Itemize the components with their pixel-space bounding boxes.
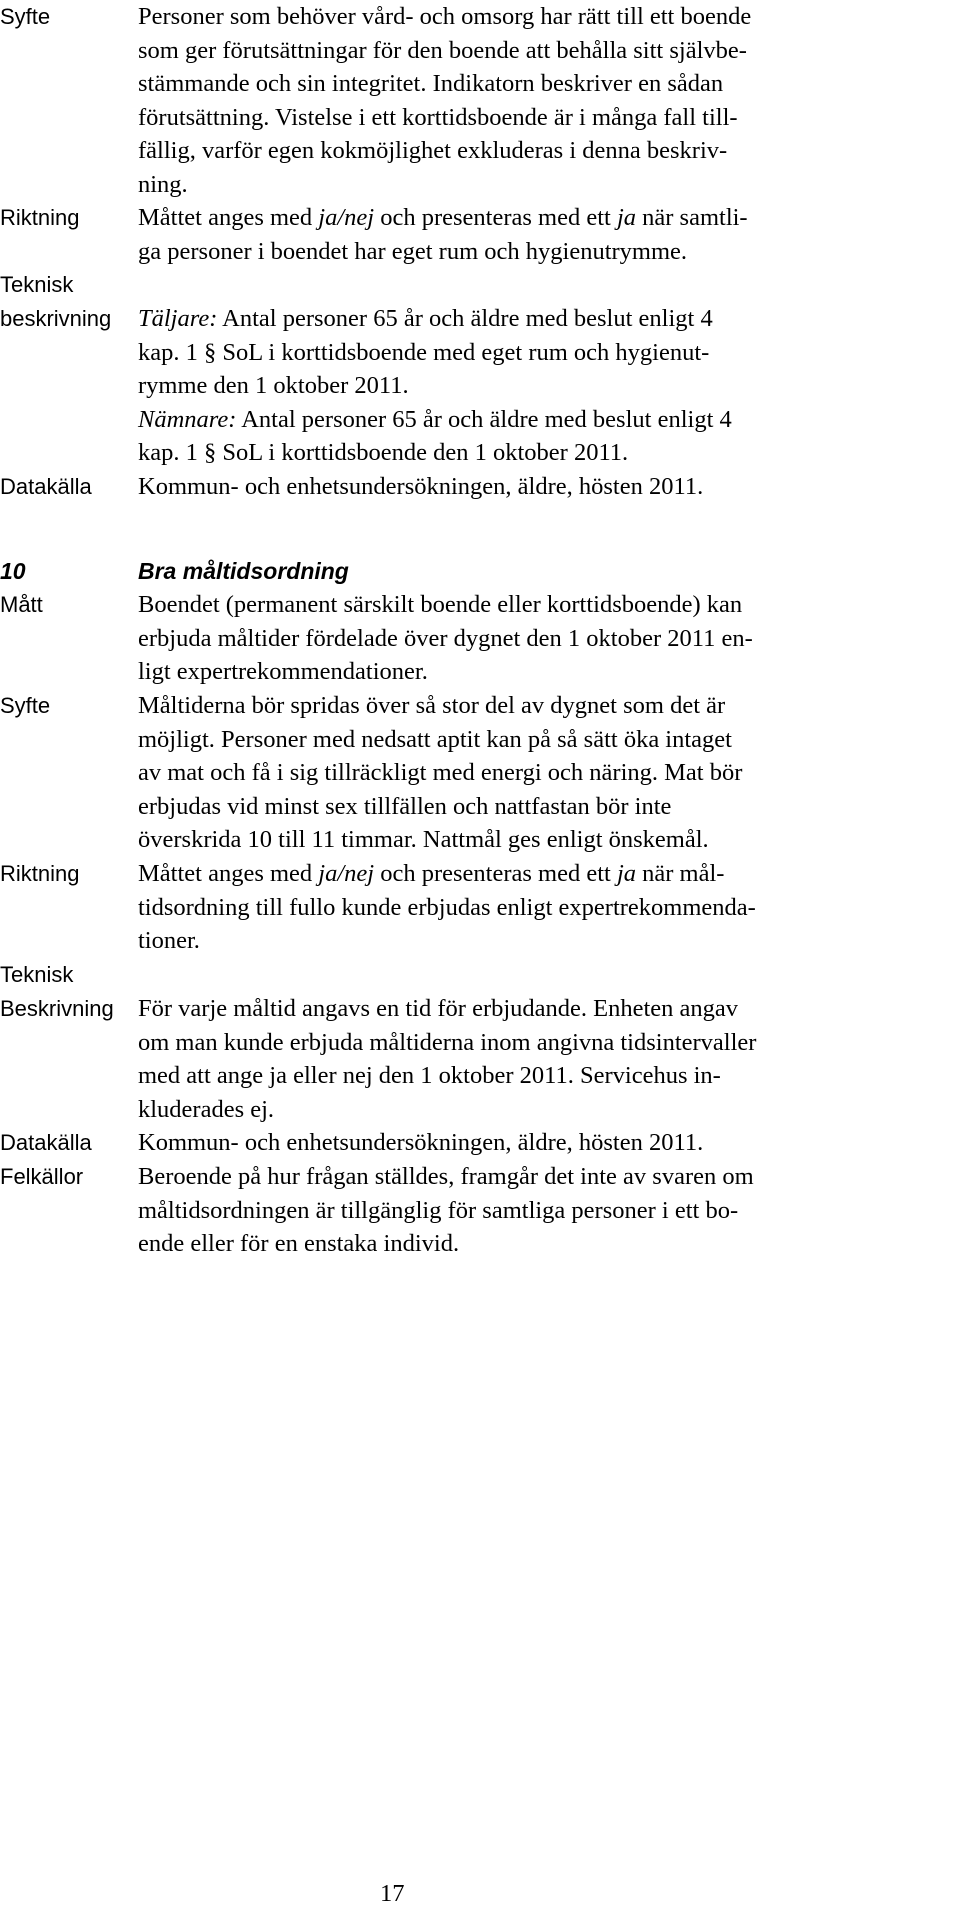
beskrivning-label: Beskrivning bbox=[0, 996, 114, 1021]
text-line: Beroende på hur frågan ställdes, framgår det inte av svaren om bbox=[138, 1163, 754, 1190]
riktning-text bbox=[138, 201, 748, 268]
text-line: stämmande och sin integritet. Indikatorn beskriver en sådan bbox=[138, 70, 724, 97]
teknisk-text bbox=[138, 992, 756, 1126]
emphasis: ja/nej bbox=[318, 860, 375, 887]
text-line: Måttet anges med ja/nej och presenteras med ett ja när mål- bbox=[138, 860, 725, 887]
taljare-label: Täljare: bbox=[138, 305, 218, 332]
text-line: erbjudas vid minst sex tillfällen och nattfastan bör inte bbox=[138, 792, 672, 820]
syfte-text bbox=[138, 689, 742, 857]
text-line: ga personer i boendet har eget rum och hygienutrymme. bbox=[138, 237, 688, 265]
matt-text bbox=[138, 588, 753, 689]
text-line: kluderades ej. bbox=[138, 1095, 275, 1123]
riktning-label: Riktning bbox=[0, 861, 80, 886]
text-line: fällig, varför egen kokmöjlighet exkluderas i denna beskriv- bbox=[138, 137, 728, 164]
text-line: ning. bbox=[138, 170, 188, 198]
teknisk-text bbox=[138, 302, 732, 470]
emphasis: ja bbox=[616, 204, 637, 231]
text-line: möjligt. Personer med nedsatt aptit kan på så sätt öka intaget bbox=[138, 725, 732, 753]
text-line: tioner. bbox=[138, 927, 200, 954]
section-number: 10 bbox=[0, 558, 26, 584]
text-line: ende eller för en enstaka individ. bbox=[138, 1230, 460, 1257]
text-line: om man kunde erbjuda måltiderna inom angivna tidsintervaller bbox=[138, 1028, 757, 1056]
teknisk-label: Teknisk bbox=[0, 272, 74, 297]
text-line: kap. 1 § SoL i korttidsboende med eget rum och hygienut- bbox=[138, 338, 710, 366]
text-line: Kommun- och enhetsundersökningen, äldre, hösten 2011. bbox=[138, 473, 704, 500]
emphasis: ja bbox=[616, 860, 637, 887]
datakalla-text bbox=[138, 1126, 703, 1160]
emphasis: ja/nej bbox=[318, 204, 375, 231]
datakalla-text bbox=[138, 470, 703, 504]
text-line: Måltiderna bör spridas över så stor del av dygnet som det är bbox=[138, 692, 726, 719]
syfte-label: Syfte bbox=[0, 4, 51, 29]
page-number: 17 bbox=[380, 1880, 405, 1907]
text-line: Kommun- och enhetsundersökningen, äldre, hösten 2011. bbox=[138, 1129, 704, 1156]
teknisk-label: Teknisk bbox=[0, 962, 74, 987]
text-line: Täljare: Antal personer 65 år och äldre med beslut enligt 4 bbox=[138, 305, 713, 332]
text-line: Nämnare: Antal personer 65 år och äldre med beslut enligt 4 bbox=[138, 405, 732, 433]
text-line: rymme den 1 oktober 2011. bbox=[138, 372, 409, 399]
text-line: erbjuda måltider fördelade över dygnet den 1 oktober 2011 en- bbox=[138, 624, 753, 652]
text-line: tidsordning till fullo kunde erbjudas enligt expertrekommenda- bbox=[138, 893, 756, 921]
text-line: av mat och få i sig tillräckligt med energi och näring. Mat bör bbox=[138, 759, 743, 786]
text-line: Boendet (permanent särskilt boende eller korttidsboende) kan bbox=[138, 591, 743, 618]
text-line: Personer som behöver vård- och omsorg har rätt till ett boende bbox=[138, 3, 752, 30]
matt-label: Mått bbox=[0, 592, 43, 617]
beskrivning-label: beskrivning bbox=[0, 306, 112, 331]
text-line: förutsättning. Vistelse i ett korttidsboende är i många fall till- bbox=[138, 103, 738, 131]
syfte-text bbox=[138, 0, 751, 201]
felkallor-label: Felkällor bbox=[0, 1164, 84, 1189]
text-line: med att ange ja eller nej den 1 oktober 2011. Servicehus in- bbox=[138, 1062, 721, 1089]
riktning-text bbox=[138, 857, 756, 958]
text-line: som ger förutsättningar för den boende att behålla sitt självbe- bbox=[138, 36, 747, 64]
felkallor-text bbox=[138, 1160, 754, 1261]
datakalla-label: Datakälla bbox=[0, 1130, 92, 1155]
text-line: måltidsordningen är tillgänglig för samtliga personer i ett bo- bbox=[138, 1196, 739, 1224]
datakalla-label: Datakälla bbox=[0, 474, 92, 499]
text-line: ligt expertrekommendationer. bbox=[138, 658, 428, 685]
text-line: Måttet anges med ja/nej och presenteras med ett ja när samtli- bbox=[138, 204, 748, 231]
syfte-label: Syfte bbox=[0, 693, 51, 718]
section-title: Bra måltidsordning bbox=[138, 558, 349, 584]
text-line: överskrida 10 till 11 timmar. Nattmål ges enligt önskemål. bbox=[138, 826, 709, 853]
text-line: kap. 1 § SoL i korttidsboende den 1 oktober 2011. bbox=[138, 439, 629, 466]
text-line: För varje måltid angavs en tid för erbjudande. Enheten angav bbox=[138, 995, 739, 1022]
namnare-label: Nämnare: bbox=[138, 405, 237, 433]
riktning-label: Riktning bbox=[0, 205, 80, 230]
